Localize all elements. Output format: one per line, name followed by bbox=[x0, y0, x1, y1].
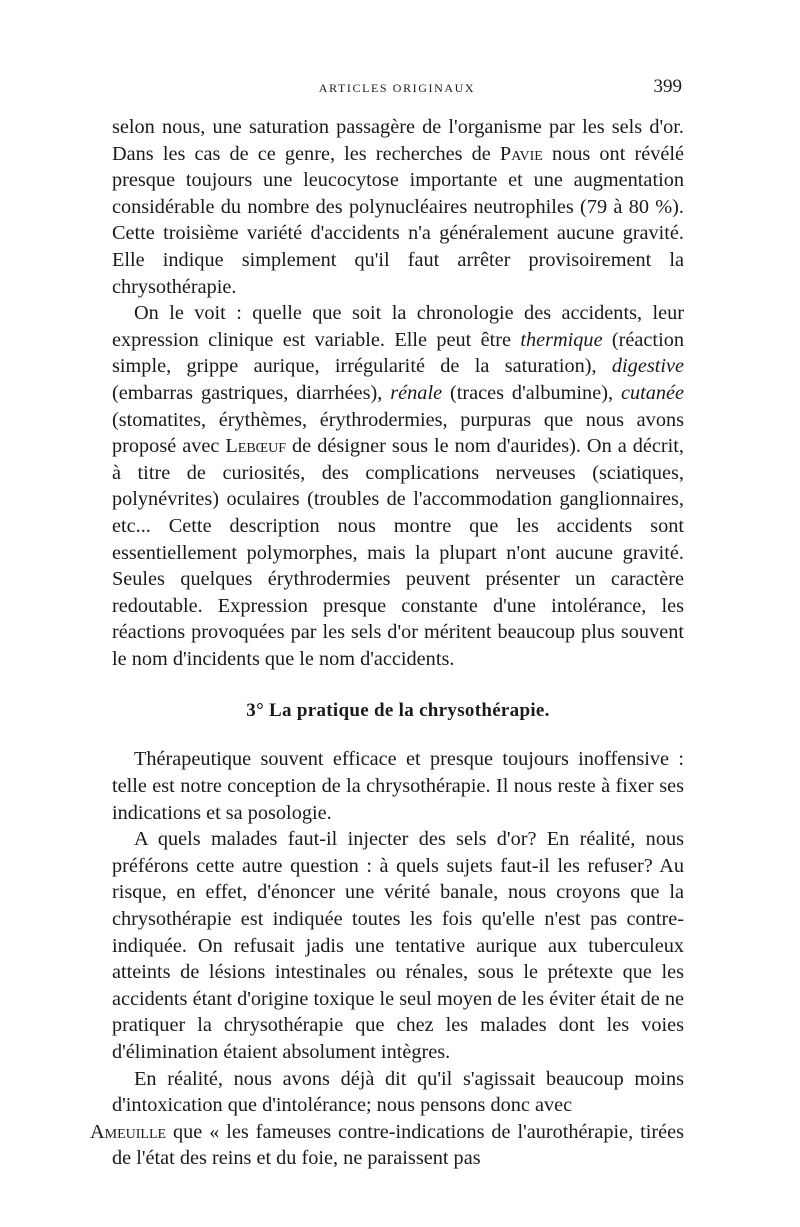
paragraph-2-text-c: (embarras gastriques, diarrhées), bbox=[112, 381, 391, 404]
body-text bbox=[90, 114, 685, 1172]
section-heading: 3° La pratique de la chrysothérapie. bbox=[246, 700, 550, 722]
paragraph-2-text-e: (stomatites, érythèmes, érythrodermies, purpuras que nous avons proposé avec bbox=[112, 408, 684, 458]
paragraph-2 bbox=[112, 300, 684, 672]
term-cutanee: cutanée bbox=[620, 381, 684, 404]
paragraph-2-text-b: (réaction simple, grippe aurique, irrégularité de la saturation), bbox=[112, 328, 684, 378]
paragraph-1 bbox=[112, 114, 684, 300]
term-thermique: thermique bbox=[520, 328, 603, 351]
paragraph-2-text-a: On le voit : quelle que soit la chronologie des accidents, leur expression clinique est variable. Elle peut être bbox=[112, 302, 684, 351]
paragraph-2-text-f: de désigner sous le nom d'aurides). On a décrit, à titre de curiosités, des complications nerveuses (sciatiques, polynévrites) oculaires (troubles de l'accommodation ganglionnaires, etc... Cette description nous montre que les accidents sont essentiellement polymorphes, mais la plupart n'ont aucune gravité. Seules quelques érythrodermies peuvent présenter un caractère redoutable. Expression presque constante d'une intolérance, les réactions provoquées par les sels d'or méritent beaucoup plus souvent le nom d'incidents que le nom d'accidents. bbox=[112, 435, 684, 670]
paragraph-4: A quels malades faut-il injecter des sels d'or? En réalité, nous préférons cette autre question : à quels sujets faut-il les refuser? Au risque, en effet, d'énoncer une vérité banale, nous croyons que la chrysothérapie est indiquée toutes les fois qu'elle n'est pas contre-indiquée. On refusait jadis une tentative aurique aux tuberculeux atteints de lésions intestinales ou rénales, sous le prétexte que les accidents étant d'origine toxique le seul moyen de les éviter était de ne pratiquer la chrysothérapie que chez les malades dont les voies d'élimination étaient absolument intègres. bbox=[112, 828, 684, 1063]
paragraph-2-text-d: (traces d'albumine), bbox=[442, 381, 621, 404]
author-name-ameuille: Ameuille bbox=[90, 1120, 167, 1143]
page-number: 399 bbox=[653, 76, 682, 97]
term-renale: rénale bbox=[390, 381, 443, 404]
paragraph-5-text-b: que « les fameuses contre-indications de l'aurothérapie, tirées de l'état des reins et du foie, ne paraissent pas bbox=[112, 1120, 684, 1170]
paragraph-1-text-a: selon nous, une saturation passagère de l'organisme par les sels d'or. Dans les cas de ce genre, les recherches de bbox=[112, 116, 684, 165]
paragraph-1-text-b: nous ont révélé presque toujours une leucocytose importante et une augmentation considérable du nombre des polynucléaires neutrophiles (79 à 80 %). Cette troisième variété d'accidents n'a généralement aucune gravité. Elle indique simplement qu'il faut arrêter provisoirement la chrysothérapie. bbox=[112, 142, 685, 298]
paragraph-3: Thérapeutique souvent efficace et presque toujours inoffensive : telle est notre conception de la chrysothérapie. Il nous reste à fixer ses indications et sa posologie. bbox=[112, 748, 684, 824]
term-digestive: digestive bbox=[611, 355, 684, 378]
author-name-leboeuf: Lebœuf bbox=[225, 435, 287, 458]
paragraph-5-text-a: En réalité, nous avons déjà dit qu'il s'agissait beaucoup moins d'intoxication que d'intolérance; nous pensons donc avec bbox=[112, 1067, 684, 1117]
paragraph-5 bbox=[90, 1066, 684, 1172]
author-name-pavie: Pavie bbox=[499, 142, 543, 165]
page-header bbox=[112, 78, 682, 100]
running-head: ARTICLES ORIGINAUX bbox=[318, 81, 476, 95]
